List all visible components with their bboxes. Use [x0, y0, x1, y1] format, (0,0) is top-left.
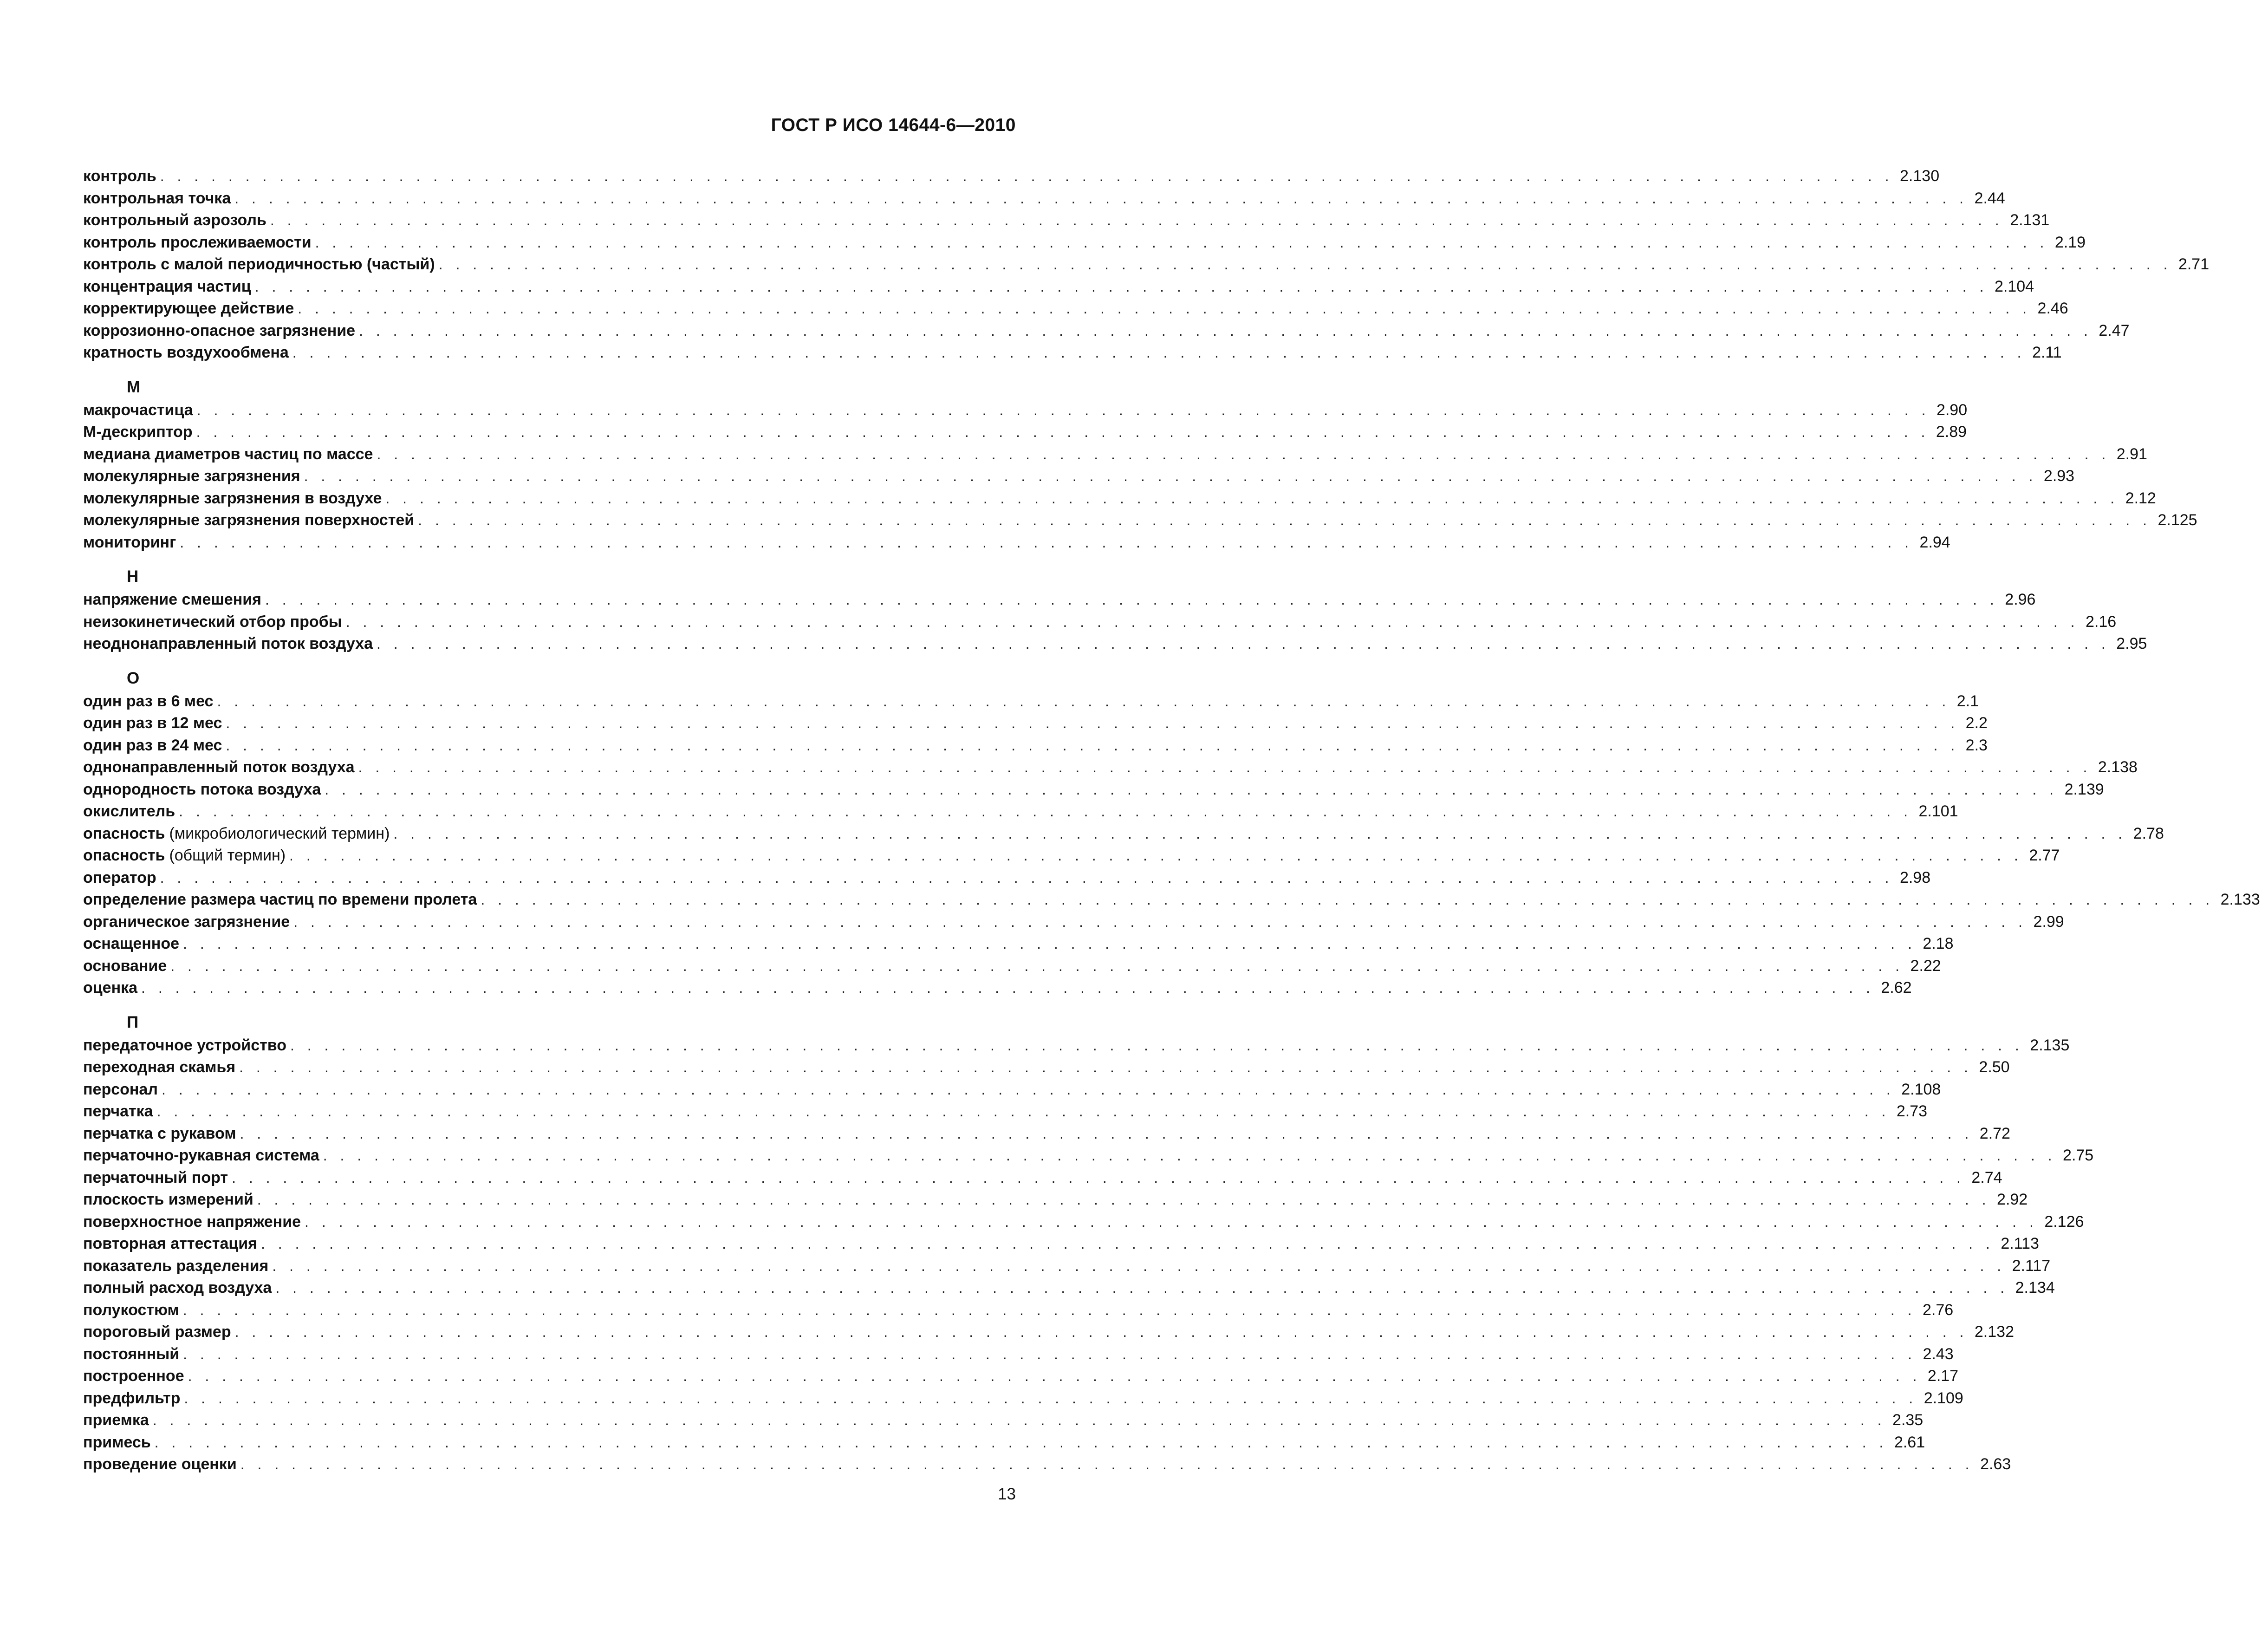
dot-leader: . . . . . . . . . . . . . . . . . . . . . . . . . . . . . . . . . . . . . . . . . . . . . . . . . . . . . . . . . . . . . . . . . . . . . . . . . . . . . . . . . . . . . . . . . . . . . . . . . . . . . .	[182, 1301, 1917, 1318]
entry-term: основание	[83, 957, 167, 975]
page-number: 13	[998, 1485, 1016, 1503]
dot-leader: . . . . . . . . . . . . . . . . . . . . . . . . . . . . . . . . . . . . . . . . . . . . . . . . . . . . . . . . . . . . . . . . . . . . . . . . . . . . . . . . . . . . . . . . . . . . . . . . . . . . . .	[272, 1257, 2006, 1274]
entry-term: оснащенное	[83, 935, 180, 952]
entry-term-wrap	[83, 977, 137, 999]
index-entry	[83, 955, 1941, 977]
entry-term-wrap	[83, 1145, 319, 1167]
entry-reference: 2.133	[2220, 891, 2260, 908]
entry-reference: 2.90	[1936, 401, 1968, 419]
entry-term-wrap	[83, 1211, 301, 1233]
entry-term: перчаточный порт	[83, 1168, 228, 1186]
entry-term-wrap	[83, 933, 179, 955]
entry-term: опасность	[83, 847, 165, 864]
entry-reference: 2.2	[1965, 714, 1988, 732]
entry-reference: 2.117	[2012, 1257, 2051, 1275]
entry-reference: 2.89	[1936, 423, 1967, 441]
index-entry	[83, 1056, 2010, 1079]
index-entry	[83, 254, 2210, 276]
entry-term-wrap	[83, 342, 289, 364]
dot-leader: . . . . . . . . . . . . . . . . . . . . . . . . . . . . . . . . . . . . . . . . . . . . . . . . . . . . . . . . . . . . . . . . . . . . . . . . . . . . . . . . . . . . . . . . . . . . . . . . . . . . . .	[377, 635, 2110, 652]
index-entry	[83, 532, 1950, 554]
entry-term: окислитель	[83, 802, 175, 820]
index-entry	[83, 779, 2104, 801]
dot-leader: . . . . . . . . . . . . . . . . . . . . . . . . . . . . . . . . . . . . . . . . . . . . . . . . . . . . . . . . . . . . . . . . . . . . . . . . . . . . . . . . . . . . . . . . . . . . . . . . . . . . . .	[385, 489, 2119, 507]
entry-term: один раз в 6 мес	[83, 692, 214, 710]
entry-term: персонал	[83, 1080, 158, 1098]
index-entry	[83, 933, 1954, 955]
index-entry	[83, 488, 2156, 510]
entry-term-wrap	[83, 801, 175, 823]
entry-term: один раз в 12 мес	[83, 714, 222, 732]
entry-term: проведение оценки	[83, 1455, 237, 1473]
index-entry	[83, 1123, 2010, 1145]
entry-term-wrap	[83, 320, 355, 342]
section-letter: О	[127, 669, 140, 687]
entry-term-wrap	[83, 589, 261, 611]
index-entry	[83, 1343, 1954, 1366]
entry-reference: 2.91	[2116, 445, 2147, 463]
dot-leader: . . . . . . . . . . . . . . . . . . . . . . . . . . . . . . . . . . . . . . . . . . . . . . . . . . . . . . . . . . . . . . . . . . . . . . . . . . . . . . . . . . . . . . . . . . . . . . . . . . . . . .	[257, 1191, 1991, 1208]
entry-term: оценка	[83, 979, 138, 997]
index-entry	[83, 712, 1988, 735]
entry-term-wrap	[83, 298, 294, 320]
entry-reference: 2.43	[1923, 1345, 1954, 1363]
entry-reference: 2.44	[1974, 189, 2005, 207]
index-entry	[83, 735, 1988, 757]
entry-term: контроль с малой периодичностью (частый)	[83, 255, 435, 273]
index-entry	[83, 298, 2068, 320]
dot-leader: . . . . . . . . . . . . . . . . . . . . . . . . . . . . . . . . . . . . . . . . . . . . . . . . . . . . . . . . . . . . . . . . . . . . . . . . . . . . . . . . . . . . . . . . . . . . . . . . . . . . . .	[481, 891, 2214, 908]
entry-term: М-дескриптор	[83, 423, 193, 441]
entry-reference: 2.96	[2005, 591, 2036, 608]
entry-term-wrap	[83, 421, 193, 443]
dot-leader: . . . . . . . . . . . . . . . . . . . . . . . . . . . . . . . . . . . . . . . . . . . . . . . . . . . . . . . . . . . . . . . . . . . . . . . . . . . . . . . . . . . . . . . . . . . . . . . . . . . . . .	[305, 1213, 2038, 1230]
index-entry	[83, 443, 2147, 466]
index-entry	[83, 1101, 1928, 1123]
index-entry	[83, 867, 1931, 889]
entry-term-wrap	[83, 823, 390, 845]
section-letter: П	[127, 1013, 139, 1031]
entry-term: молекулярные загрязнения в воздухе	[83, 489, 382, 507]
entry-reference: 2.74	[1971, 1168, 2002, 1186]
entry-term-wrap	[83, 1409, 149, 1432]
dot-leader: . . . . . . . . . . . . . . . . . . . . . . . . . . . . . . . . . . . . . . . . . . . . . . . . . . . . . . . . . . . . . . . . . . . . . . . . . . . . . . . . . . . . . . . . . . . . . . . . . . . . . .	[196, 424, 1930, 440]
entry-reference: 2.35	[1892, 1411, 1924, 1429]
entry-term-wrap	[83, 1453, 237, 1476]
entry-term: однородность потока воздуха	[83, 780, 321, 798]
entry-term: контрольный аэрозоль	[83, 211, 266, 229]
index-entry	[83, 1409, 1924, 1432]
dot-leader: . . . . . . . . . . . . . . . . . . . . . . . . . . . . . . . . . . . . . . . . . . . . . . . . . . . . . . . . . . . . . . . . . . . . . . . . . . . . . . . . . . . . . . . . . . . . . . . . . . . . . .	[261, 1235, 1995, 1252]
entry-term-wrap	[83, 633, 373, 655]
entry-term-wrap	[83, 399, 193, 422]
entry-note: (микробиологический термин)	[169, 824, 390, 842]
entry-reference: 2.62	[1881, 979, 1912, 997]
entry-reference: 2.75	[2063, 1147, 2094, 1164]
index-entry	[83, 421, 1967, 443]
entry-reference: 2.113	[2001, 1235, 2039, 1252]
entry-term-wrap	[83, 488, 382, 510]
index-section	[83, 364, 2197, 554]
entry-reference: 2.19	[2054, 233, 2086, 251]
entry-term-wrap	[83, 911, 290, 933]
dot-leader: . . . . . . . . . . . . . . . . . . . . . . . . . . . . . . . . . . . . . . . . . . . . . . . . . . . . . . . . . . . . . . . . . . . . . . . . . . . . . . . . . . . . . . . . . . . . . . . . . . . . . .	[275, 1279, 2009, 1296]
entry-reference: 2.72	[1979, 1124, 2010, 1142]
index-entry	[83, 1079, 1941, 1101]
entry-reference: 2.73	[1896, 1102, 1928, 1120]
entry-term-wrap	[83, 867, 156, 889]
entry-term: примесь	[83, 1433, 151, 1451]
entry-term: поверхностное напряжение	[83, 1212, 301, 1231]
entry-term-wrap	[83, 712, 222, 735]
entry-term-wrap	[83, 889, 477, 911]
dot-leader: . . . . . . . . . . . . . . . . . . . . . . . . . . . . . . . . . . . . . . . . . . . . . . . . . . . . . . . . . . . . . . . . . . . . . . . . . . . . . . . . . . . . . . . . . . . . . . . . . . . . . .	[196, 401, 1930, 418]
index-entry	[83, 465, 2075, 488]
entry-term-wrap	[83, 465, 300, 488]
dot-leader: . . . . . . . . . . . . . . . . . . . . . . . . . . . . . . . . . . . . . . . . . . . . . . . . . . . . . . . . . . . . . . . . . . . . . . . . . . . . . . . . . . . . . . . . . . . . . . . . . . . . . .	[152, 1412, 1886, 1428]
index-entry	[83, 1167, 2002, 1189]
entry-reference: 2.47	[2099, 321, 2130, 339]
entry-reference: 2.125	[2158, 511, 2197, 529]
index-entry	[83, 509, 2197, 532]
entry-term-wrap	[83, 165, 156, 188]
section-letter: М	[127, 378, 141, 396]
entry-term: концентрация частиц	[83, 277, 251, 295]
entry-reference: 2.94	[1919, 533, 1950, 551]
dot-leader: . . . . . . . . . . . . . . . . . . . . . . . . . . . . . . . . . . . . . . . . . . . . . . . . . . . . . . . . . . . . . . . . . . . . . . . . . . . . . . . . . . . . . . . . . . . . . . . . . . . . . .	[234, 1323, 1968, 1340]
entry-term: перчатка с рукавом	[83, 1124, 236, 1142]
entry-reference: 2.132	[1974, 1323, 2014, 1341]
entry-term-wrap	[83, 509, 414, 532]
entry-term-wrap	[83, 1189, 253, 1211]
entry-reference: 2.134	[2015, 1279, 2055, 1297]
dot-leader: . . . . . . . . . . . . . . . . . . . . . . . . . . . . . . . . . . . . . . . . . . . . . . . . . . . . . . . . . . . . . . . . . . . . . . . . . . . . . . . . . . . . . . . . . . . . . . . . . . . . . .	[154, 1434, 1888, 1451]
dot-leader: . . . . . . . . . . . . . . . . . . . . . . . . . . . . . . . . . . . . . . . . . . . . . . . . . . . . . . . . . . . . . . . . . . . . . . . . . . . . . . . . . . . . . . . . . . . . . . . . . . . . . .	[298, 300, 2031, 317]
entry-term: кратность воздухообмена	[83, 344, 289, 361]
dot-leader: . . . . . . . . . . . . . . . . . . . . . . . . . . . . . . . . . . . . . . . . . . . . . . . . . . . . . . . . . . . . . . . . . . . . . . . . . . . . . . . . . . . . . . . . . . . . . . . . . . . . . .	[188, 1368, 1921, 1384]
entry-term: контроль прослеживаемости	[83, 233, 312, 251]
entry-term: показатель разделения	[83, 1257, 269, 1275]
index-entry	[83, 801, 1958, 823]
entry-term: коррозионно-опасное загрязнение	[83, 321, 356, 339]
entry-reference: 2.93	[2043, 467, 2075, 485]
dot-leader: . . . . . . . . . . . . . . . . . . . . . . . . . . . . . . . . . . . . . . . . . . . . . . . . . . . . . . . . . . . . . . . . . . . . . . . . . . . . . . . . . . . . . . . . . . . . . . . . . . . . . .	[183, 1345, 1917, 1362]
entry-term-wrap	[83, 1035, 286, 1057]
entry-reference: 2.108	[1901, 1080, 1941, 1098]
entry-term-wrap	[83, 1167, 228, 1189]
dot-leader: . . . . . . . . . . . . . . . . . . . . . . . . . . . . . . . . . . . . . . . . . . . . . . . . . . . . . . . . . . . . . . . . . . . . . . . . . . . . . . . . . . . . . . . . . . . . . . . . . . . . . .	[217, 692, 1950, 710]
entry-reference: 2.99	[2033, 912, 2064, 931]
entry-term: однонаправленный поток воздуха	[83, 758, 355, 776]
index-entry	[83, 320, 2130, 342]
dot-leader: . . . . . . . . . . . . . . . . . . . . . . . . . . . . . . . . . . . . . . . . . . . . . . . . . . . . . . . . . . . . . . . . . . . . . . . . . . . . . . . . . . . . . . . . . . . . . . . . . . . . . .	[240, 1125, 1973, 1142]
entry-reference: 2.11	[2032, 344, 2062, 361]
entry-reference: 2.95	[2116, 635, 2147, 652]
entry-term: предфильтр	[83, 1389, 181, 1407]
entry-term: органическое загрязнение	[83, 912, 290, 931]
index-section	[83, 999, 2094, 1476]
entry-term: перчатка	[83, 1102, 153, 1120]
entry-term-wrap	[83, 735, 222, 757]
entry-term-wrap	[83, 254, 435, 276]
entry-term: определение размера частиц по времени пролета	[83, 891, 477, 908]
entry-term: полукостюм	[83, 1301, 179, 1319]
dot-leader: . . . . . . . . . . . . . . . . . . . . . . . . . . . . . . . . . . . . . . . . . . . . . . . . . . . . . . . . . . . . . . . . . . . . . . . . . . . . . . . . . . . . . . . . . . . . . . . . . . . . . .	[270, 212, 2004, 228]
dot-leader: . . . . . . . . . . . . . . . . . . . . . . . . . . . . . . . . . . . . . . . . . . . . . . . . . . . . . . . . . . . . . . . . . . . . . . . . . . . . . . . . . . . . . . . . . . . . . . . . . . . . . .	[418, 512, 2151, 528]
index-entry	[83, 845, 2060, 867]
entry-term-wrap	[83, 1388, 180, 1410]
entry-reference: 2.18	[1923, 935, 1954, 952]
entry-term-wrap	[83, 955, 167, 977]
entry-term-wrap	[83, 1432, 151, 1454]
index-entry	[83, 1277, 2055, 1299]
dot-leader: . . . . . . . . . . . . . . . . . . . . . . . . . . . . . . . . . . . . . . . . . . . . . . . . . . . . . . . . . . . . . . . . . . . . . . . . . . . . . . . . . . . . . . . . . . . . . . . . . . . . . .	[184, 1389, 1917, 1407]
entry-term-wrap	[83, 1343, 179, 1366]
entry-term: напряжение смешения	[83, 591, 261, 608]
entry-term-wrap	[83, 443, 373, 466]
entry-term-wrap	[83, 1233, 257, 1255]
entry-term-wrap	[83, 1123, 236, 1145]
dot-leader: . . . . . . . . . . . . . . . . . . . . . . . . . . . . . . . . . . . . . . . . . . . . . . . . . . . . . . . . . . . . . . . . . . . . . . . . . . . . . . . . . . . . . . . . . . . . . . . . . . . . . .	[290, 1036, 2024, 1054]
entry-term: переходная скамья	[83, 1058, 236, 1076]
index-entry	[83, 1321, 2014, 1343]
dot-leader: . . . . . . . . . . . . . . . . . . . . . . . . . . . . . . . . . . . . . . . . . . . . . . . . . . . . . . . . . . . . . . . . . . . . . . . . . . . . . . . . . . . . . . . . . . . . . . . . . . . . . .	[325, 781, 2058, 798]
index-entry	[83, 1255, 2051, 1277]
entry-reference: 2.61	[1894, 1433, 1925, 1451]
entry-term: плоскость измерений	[83, 1191, 253, 1208]
entry-reference: 2.138	[2098, 758, 2138, 776]
entry-reference: 2.101	[1918, 802, 1958, 820]
entry-term: пороговый размер	[83, 1323, 231, 1341]
dot-leader: . . . . . . . . . . . . . . . . . . . . . . . . . . . . . . . . . . . . . . . . . . . . . . . . . . . . . . . . . . . . . . . . . . . . . . . . . . . . . . . . . . . . . . . . . . . . . . . . . . . . . .	[161, 1081, 1895, 1098]
entry-reference: 2.16	[2085, 613, 2117, 631]
index-entry	[83, 1365, 1959, 1388]
entry-term-wrap	[83, 1321, 231, 1343]
dot-leader: . . . . . . . . . . . . . . . . . . . . . . . . . . . . . . . . . . . . . . . . . . . . . . . . . . . . . . . . . . . . . . . . . . . . . . . . . . . . . . . . . . . . . . . . . . . . . . . . . . . . . .	[183, 935, 1917, 952]
entry-term: оператор	[83, 868, 156, 886]
entry-term: неоднонаправленный поток воздуха	[83, 635, 373, 652]
entry-term-wrap	[83, 779, 321, 801]
index-entry	[83, 232, 2086, 254]
dot-leader: . . . . . . . . . . . . . . . . . . . . . . . . . . . . . . . . . . . . . . . . . . . . . . . . . . . . . . . . . . . . . . . . . . . . . . . . . . . . . . . . . . . . . . . . . . . . . . . . . . . . . .	[345, 613, 2079, 630]
entry-reference: 2.22	[1910, 957, 1941, 975]
dot-leader: . . . . . . . . . . . . . . . . . . . . . . . . . . . . . . . . . . . . . . . . . . . . . . . . . . . . . . . . . . . . . . . . . . . . . . . . . . . . . . . . . . . . . . . . . . . . . . . . . . . . . .	[170, 957, 1904, 974]
entry-term-wrap	[83, 691, 213, 713]
entry-note: (общий термин)	[169, 847, 286, 864]
dot-leader: . . . . . . . . . . . . . . . . . . . . . . . . . . . . . . . . . . . . . . . . . . . . . . . . . . . . . . . . . . . . . . . . . . . . . . . . . . . . . . . . . . . . . . . . . . . . . . . . . . . . . .	[304, 468, 2037, 484]
section-letter: Н	[127, 567, 139, 586]
dot-leader: . . . . . . . . . . . . . . . . . . . . . . . . . . . . . . . . . . . . . . . . . . . . . . . . . . . . . . . . . . . . . . . . . . . . . . . . . . . . . . . . . . . . . . . . . . . . . . . . . . . . . .	[240, 1456, 1974, 1473]
entry-term-wrap	[83, 1365, 184, 1388]
entry-term-wrap	[83, 276, 251, 298]
entry-term-wrap	[83, 1299, 179, 1322]
index-entry	[83, 756, 2138, 779]
entry-reference: 2.131	[2010, 211, 2050, 229]
index-entry	[83, 399, 1968, 422]
index-section	[83, 554, 2147, 655]
dot-leader: . . . . . . . . . . . . . . . . . . . . . . . . . . . . . . . . . . . . . . . . . . . . . . . . . . . . . . . . . . . . . . . . . . . . . . . . . . . . . . . . . . . . . . . . . . . . . . . . . . . . . .	[160, 168, 1894, 184]
index-entry	[83, 1453, 2011, 1476]
entry-term-wrap	[83, 1056, 235, 1079]
entry-reference: 2.92	[1997, 1191, 2028, 1208]
index-entry	[83, 209, 2050, 232]
index-entry	[83, 589, 2036, 611]
index-entry	[83, 165, 1940, 188]
entry-reference: 2.1	[1956, 692, 1979, 710]
index-entry	[83, 1432, 1925, 1454]
entry-term-wrap	[83, 232, 312, 254]
entry-reference: 2.109	[1924, 1389, 1963, 1407]
entry-term: неизокинетический отбор пробы	[83, 613, 342, 631]
index-entry	[83, 889, 2260, 911]
index-section	[83, 655, 2260, 999]
entry-reference: 2.139	[2064, 780, 2104, 798]
dot-leader: . . . . . . . . . . . . . . . . . . . . . . . . . . . . . . . . . . . . . . . . . . . . . . . . . . . . . . . . . . . . . . . . . . . . . . . . . . . . . . . . . . . . . . . . . . . . . . . . . . . . . .	[293, 913, 2027, 930]
dot-leader: . . . . . . . . . . . . . . . . . . . . . . . . . . . . . . . . . . . . . . . . . . . . . . . . . . . . . . . . . . . . . . . . . . . . . . . . . . . . . . . . . . . . . . . . . . . . . . . . . . . . . .	[141, 979, 1875, 996]
entry-reference: 2.76	[1923, 1301, 1954, 1319]
entry-term-wrap	[83, 188, 231, 210]
index-entry	[83, 1145, 2094, 1167]
index-entry	[83, 1388, 1963, 1410]
dot-leader: . . . . . . . . . . . . . . . . . . . . . . . . . . . . . . . . . . . . . . . . . . . . . . . . . . . . . . . . . . . . . . . . . . . . . . . . . . . . . . . . . . . . . . . . . . . . . . . . . . . . . .	[438, 256, 2172, 273]
entry-term-wrap	[83, 209, 266, 232]
dot-leader: . . . . . . . . . . . . . . . . . . . . . . . . . . . . . . . . . . . . . . . . . . . . . . . . . . . . . . . . . . . . . . . . . . . . . . . . . . . . . . . . . . . . . . . . . . . . . . . . . . . . . .	[393, 825, 2127, 842]
alphabetical-index	[83, 165, 2260, 1476]
dot-leader: . . . . . . . . . . . . . . . . . . . . . . . . . . . . . . . . . . . . . . . . . . . . . . . . . . . . . . . . . . . . . . . . . . . . . . . . . . . . . . . . . . . . . . . . . . . . . . . . . . . . . .	[239, 1059, 1973, 1075]
entry-term-wrap	[83, 756, 355, 779]
entry-term: постоянный	[83, 1345, 180, 1363]
entry-term-wrap	[83, 532, 176, 554]
entry-reference: 2.50	[1979, 1058, 2010, 1076]
index-entry	[83, 1189, 2028, 1211]
entry-reference: 2.3	[1965, 736, 1988, 754]
entry-term: корректирующее действие	[83, 300, 294, 317]
entry-reference: 2.78	[2133, 824, 2164, 842]
entry-term: приемка	[83, 1411, 149, 1429]
entry-term: молекулярные загрязнения поверхностей	[83, 511, 415, 529]
dot-leader: . . . . . . . . . . . . . . . . . . . . . . . . . . . . . . . . . . . . . . . . . . . . . . . . . . . . . . . . . . . . . . . . . . . . . . . . . . . . . . . . . . . . . . . . . . . . . . . . . . . . . .	[377, 445, 2110, 463]
entry-term: контроль	[83, 167, 156, 185]
index-entry	[83, 633, 2147, 655]
entry-term: полный расход воздуха	[83, 1279, 272, 1297]
entry-reference: 2.126	[2044, 1212, 2084, 1231]
entry-reference: 2.130	[1900, 167, 1940, 185]
index-entry	[83, 823, 2164, 845]
index-entry	[83, 188, 2005, 210]
entry-term: медиана диаметров частиц по массе	[83, 445, 373, 463]
entry-reference: 2.71	[2178, 255, 2210, 273]
dot-leader: . . . . . . . . . . . . . . . . . . . . . . . . . . . . . . . . . . . . . . . . . . . . . . . . . . . . . . . . . . . . . . . . . . . . . . . . . . . . . . . . . . . . . . . . . . . . . . . . . . . . . .	[180, 534, 1913, 551]
entry-term-wrap	[83, 845, 286, 867]
entry-term: контрольная точка	[83, 189, 231, 207]
entry-term-wrap	[83, 1079, 158, 1101]
entry-term: передаточное устройство	[83, 1036, 286, 1054]
entry-reference: 2.17	[1927, 1367, 1959, 1385]
entry-term-wrap	[83, 611, 342, 633]
index-entry	[83, 276, 2034, 298]
dot-leader: . . . . . . . . . . . . . . . . . . . . . . . . . . . . . . . . . . . . . . . . . . . . . . . . . . . . . . . . . . . . . . . . . . . . . . . . . . . . . . . . . . . . . . . . . . . . . . . . . . . . . .	[359, 322, 2093, 339]
dot-leader: . . . . . . . . . . . . . . . . . . . . . . . . . . . . . . . . . . . . . . . . . . . . . . . . . . . . . . . . . . . . . . . . . . . . . . . . . . . . . . . . . . . . . . . . . . . . . . . . . . . . . .	[179, 803, 1912, 820]
entry-term-wrap	[83, 1255, 268, 1277]
dot-leader: . . . . . . . . . . . . . . . . . . . . . . . . . . . . . . . . . . . . . . . . . . . . . . . . . . . . . . . . . . . . . . . . . . . . . . . . . . . . . . . . . . . . . . . . . . . . . . . . . . . . . .	[226, 736, 1959, 754]
dot-leader: . . . . . . . . . . . . . . . . . . . . . . . . . . . . . . . . . . . . . . . . . . . . . . . . . . . . . . . . . . . . . . . . . . . . . . . . . . . . . . . . . . . . . . . . . . . . . . . . . . . . . .	[265, 591, 1999, 608]
index-entry	[83, 342, 2062, 364]
entry-term: повторная аттестация	[83, 1235, 258, 1252]
entry-reference: 2.46	[2037, 300, 2068, 317]
dot-leader: . . . . . . . . . . . . . . . . . . . . . . . . . . . . . . . . . . . . . . . . . . . . . . . . . . . . . . . . . . . . . . . . . . . . . . . . . . . . . . . . . . . . . . . . . . . . . . . . . . . . . .	[156, 1103, 1890, 1120]
index-entry	[83, 1211, 2084, 1233]
document-standard-id: ГОСТ Р ИСО 14644-6—2010	[771, 115, 1016, 135]
index-entry	[83, 1299, 1954, 1322]
index-entry	[83, 977, 1912, 999]
entry-term: перчаточно-рукавная система	[83, 1147, 319, 1164]
entry-reference: 2.98	[1899, 868, 1931, 886]
dot-leader: . . . . . . . . . . . . . . . . . . . . . . . . . . . . . . . . . . . . . . . . . . . . . . . . . . . . . . . . . . . . . . . . . . . . . . . . . . . . . . . . . . . . . . . . . . . . . . . . . . . . . .	[232, 1169, 1965, 1186]
entry-term: один раз в 24 мес	[83, 736, 222, 754]
index-entry	[83, 1035, 2070, 1057]
entry-term: опасность	[83, 824, 165, 842]
entry-term-wrap	[83, 1101, 153, 1123]
dot-leader: . . . . . . . . . . . . . . . . . . . . . . . . . . . . . . . . . . . . . . . . . . . . . . . . . . . . . . . . . . . . . . . . . . . . . . . . . . . . . . . . . . . . . . . . . . . . . . . . . . . . . .	[292, 344, 2026, 361]
index-entry	[83, 691, 1979, 713]
entry-term: молекулярные загрязнения	[83, 467, 300, 485]
dot-leader: . . . . . . . . . . . . . . . . . . . . . . . . . . . . . . . . . . . . . . . . . . . . . . . . . . . . . . . . . . . . . . . . . . . . . . . . . . . . . . . . . . . . . . . . . . . . . . . . . . . . . .	[358, 759, 2092, 775]
dot-leader: . . . . . . . . . . . . . . . . . . . . . . . . . . . . . . . . . . . . . . . . . . . . . . . . . . . . . . . . . . . . . . . . . . . . . . . . . . . . . . . . . . . . . . . . . . . . . . . . . . . . . .	[315, 234, 2048, 251]
dot-leader: . . . . . . . . . . . . . . . . . . . . . . . . . . . . . . . . . . . . . . . . . . . . . . . . . . . . . . . . . . . . . . . . . . . . . . . . . . . . . . . . . . . . . . . . . . . . . . . . . . . . . .	[254, 278, 1988, 295]
dot-leader: . . . . . . . . . . . . . . . . . . . . . . . . . . . . . . . . . . . . . . . . . . . . . . . . . . . . . . . . . . . . . . . . . . . . . . . . . . . . . . . . . . . . . . . . . . . . . . . . . . . . . .	[289, 847, 2023, 864]
entry-reference: 2.104	[1994, 277, 2034, 295]
index-entry	[83, 911, 2064, 933]
index-entry	[83, 611, 2117, 633]
dot-leader: . . . . . . . . . . . . . . . . . . . . . . . . . . . . . . . . . . . . . . . . . . . . . . . . . . . . . . . . . . . . . . . . . . . . . . . . . . . . . . . . . . . . . . . . . . . . . . . . . . . . . .	[234, 189, 1968, 207]
entry-term: макрочастица	[83, 401, 193, 419]
index-entry	[83, 1233, 2039, 1255]
entry-reference: 2.77	[2029, 847, 2060, 864]
dot-leader: . . . . . . . . . . . . . . . . . . . . . . . . . . . . . . . . . . . . . . . . . . . . . . . . . . . . . . . . . . . . . . . . . . . . . . . . . . . . . . . . . . . . . . . . . . . . . . . . . . . . . .	[160, 869, 1893, 886]
entry-reference: 2.135	[2030, 1036, 2070, 1054]
dot-leader: . . . . . . . . . . . . . . . . . . . . . . . . . . . . . . . . . . . . . . . . . . . . . . . . . . . . . . . . . . . . . . . . . . . . . . . . . . . . . . . . . . . . . . . . . . . . . . . . . . . . . .	[226, 715, 1959, 731]
entry-reference: 2.12	[2125, 489, 2156, 507]
entry-term: мониторинг	[83, 533, 176, 551]
entry-reference: 2.63	[1980, 1455, 2011, 1473]
entry-term: построенное	[83, 1367, 184, 1385]
entry-term-wrap	[83, 1277, 272, 1299]
dot-leader: . . . . . . . . . . . . . . . . . . . . . . . . . . . . . . . . . . . . . . . . . . . . . . . . . . . . . . . . . . . . . . . . . . . . . . . . . . . . . . . . . . . . . . . . . . . . . . . . . . . . . .	[323, 1147, 2057, 1164]
index-section	[83, 165, 2210, 364]
